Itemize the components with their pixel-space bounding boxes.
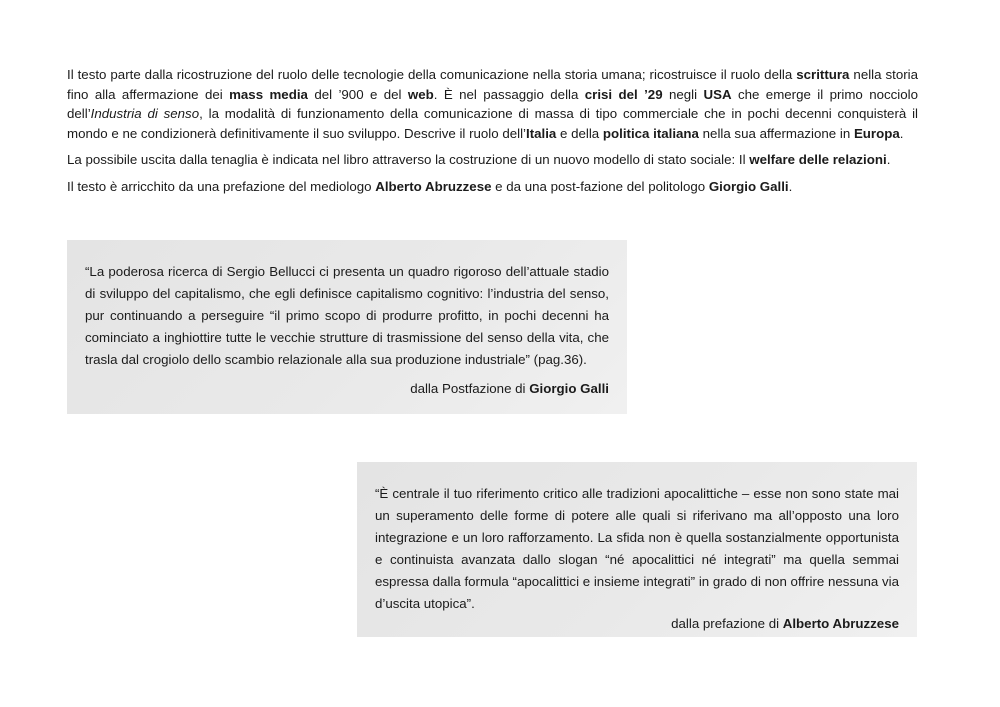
intro-paragraph-2: La possibile uscita dalla tenaglia è indicata nel libro attraverso la costruzione di un nuovo modello di stato sociale: Il welfare delle relazioni. <box>67 152 891 167</box>
intro-section <box>67 65 918 203</box>
postfazione-attribution <box>85 380 609 398</box>
postfazione-attribution-name: Giorgio Galli <box>529 381 609 396</box>
prefazione-quote-box <box>357 462 917 637</box>
postfazione-quote-text: “La poderosa ricerca di Sergio Bellucci ci presenta un quadro rigoroso dell’attuale stadio di sviluppo del capitalismo, che egli definisce capitalismo cognitivo: l’industria del senso, pur continuando a perseguire “il primo scopo di produrre profitto, in pochi decenni ha cominciato a inghiottire tutte le vecchie strutture di trasmissione del senso della vita, che trasla dal crogiolo dello scambio relazionale alla sua produzione industriale” (pag.36). <box>85 264 609 367</box>
prefazione-quote-text: “È centrale il tuo riferimento critico alle tradizioni apocalittiche – esse non sono state mai un superamento delle forme di potere alle quali si riferivano ma all’opposto una loro integrazione e un loro rafforzamento. La sfida non è quella sostanzialmente opportunista e continuista avanzata dallo slogan “né apocalittici né integrati” ma quella semmai espressa dalla formula “apocalittici e insieme integrati” in grado di non offrire nessuna via d’uscita utopica”. <box>375 486 899 611</box>
prefazione-attribution-prefix: dalla prefazione di <box>671 616 783 631</box>
prefazione-attribution-name: Alberto Abruzzese <box>782 616 899 631</box>
intro-paragraph-3: Il testo è arricchito da una prefazione del mediologo Alberto Abruzzese e da una post-fazione del politologo Giorgio Galli. <box>67 178 793 194</box>
postfazione-quote-box <box>67 240 627 414</box>
intro-paragraph-1: Il testo parte dalla ricostruzione del ruolo delle tecnologie della comunicazione nella storia umana; ricostruisce il ruolo della scrittura nella storia fino alla affermazione dei mass media del ’900 e del web. È nel passaggio della crisi del ’29 negli USA che emerge il primo nocciolo dell’Industria di senso, la modalità di funzionamento della comunicazione di massa di tipo commerciale che in pochi decenni conquisterà il mondo e ne condizionerà definitivamente il suo sviluppo. Descrive il ruolo dell’Italia e della politica italiana nella sua affermazione in Europa. <box>67 67 919 141</box>
postfazione-attribution-prefix: dalla Postfazione di <box>410 381 530 396</box>
prefazione-attribution <box>375 615 899 633</box>
